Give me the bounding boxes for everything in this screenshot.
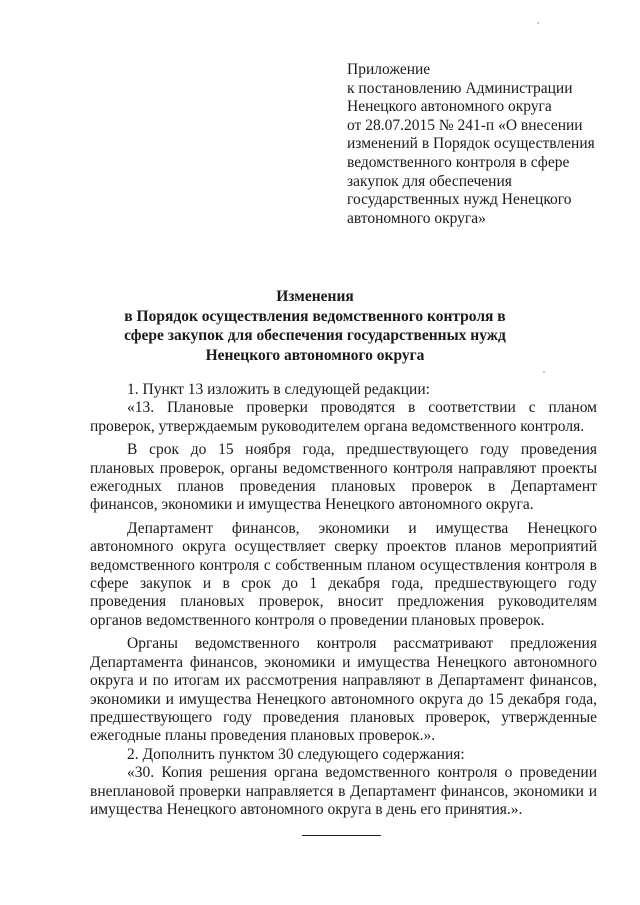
paragraph-department-review: Департамент финансов, экономики и имущества Ненецкого автономного округа осуществляет сверку проектов планов мероприятий ведомственного контроля с собственным планом осуществления контроля в сфере закупок и в срок до 1 декабря года, предшествующего году проведения плановых проверок, вносит предложения руководителям органов ведомственного контроля о проведении плановых проверок.	[90, 519, 597, 629]
document-body	[90, 381, 597, 819]
title-line: в Порядок осуществления ведомственного контроля в	[124, 307, 506, 325]
title-line: Изменения	[276, 288, 354, 305]
appendix-line: ведомственного контроля в сфере	[347, 153, 570, 171]
appendix-line: Приложение	[347, 61, 431, 78]
appendix-line: изменений в Порядок осуществления	[347, 135, 595, 153]
scan-speck	[537, 22, 539, 24]
title-line: сфере закупок для обеспечения государственных нужд	[124, 327, 506, 344]
paragraph-point-13: «13. Плановые проверки проводятся в соответствии с планом проверок, утверждаемым руководителем органа ведомственного контроля.	[90, 399, 597, 435]
paragraph-point-30: «30. Копия решения органа ведомственного контроля о проведении внеплановой проверки направляется в Департамент финансов, экономики и имущества Ненецкого автономного округа в день его принятия.».	[90, 764, 597, 818]
title-line: Ненецкого автономного округа	[205, 346, 425, 364]
scan-speck	[543, 371, 545, 373]
appendix-line: от 28.07.2015 № 241-п «О внесении	[347, 116, 583, 134]
appendix-line: к постановлению Администрации	[347, 79, 573, 97]
closing-rule	[302, 835, 381, 836]
paragraph-organs-review: Органы ведомственного контроля рассматривают предложения Департамента финансов, экономики и имущества Ненецкого автономного округа и по итогам их рассмотрения направляют в Департамент финансов, экономики и имущества Ненецкого автономного округа до 15 декабря года, предшествующего году проведения плановых проверок, утвержденные ежегодные планы проведения плановых проверок.».	[90, 635, 597, 745]
appendix-line: автономного округа»	[347, 209, 486, 227]
appendix-block	[347, 61, 617, 228]
appendix-line: государственных нужд Ненецкого	[347, 191, 572, 209]
document-title	[90, 287, 540, 365]
paragraph-plan-deadline: В срок до 15 ноября года, предшествующего году проведения плановых проверок, органы ведомственного контроля направляют проекты ежегодных планов проведения плановых проверок в Департамент финансов, экономики и имущества Ненецкого автономного округа.	[90, 441, 597, 514]
paragraph-item-2: 2. Дополнить пунктом 30 следующего содержания:	[127, 745, 465, 763]
appendix-line: Ненецкого автономного округа	[347, 98, 552, 116]
paragraph-item-1: 1. Пункт 13 изложить в следующей редакции:	[127, 381, 430, 398]
appendix-line: закупок для обеспечения	[347, 172, 512, 190]
